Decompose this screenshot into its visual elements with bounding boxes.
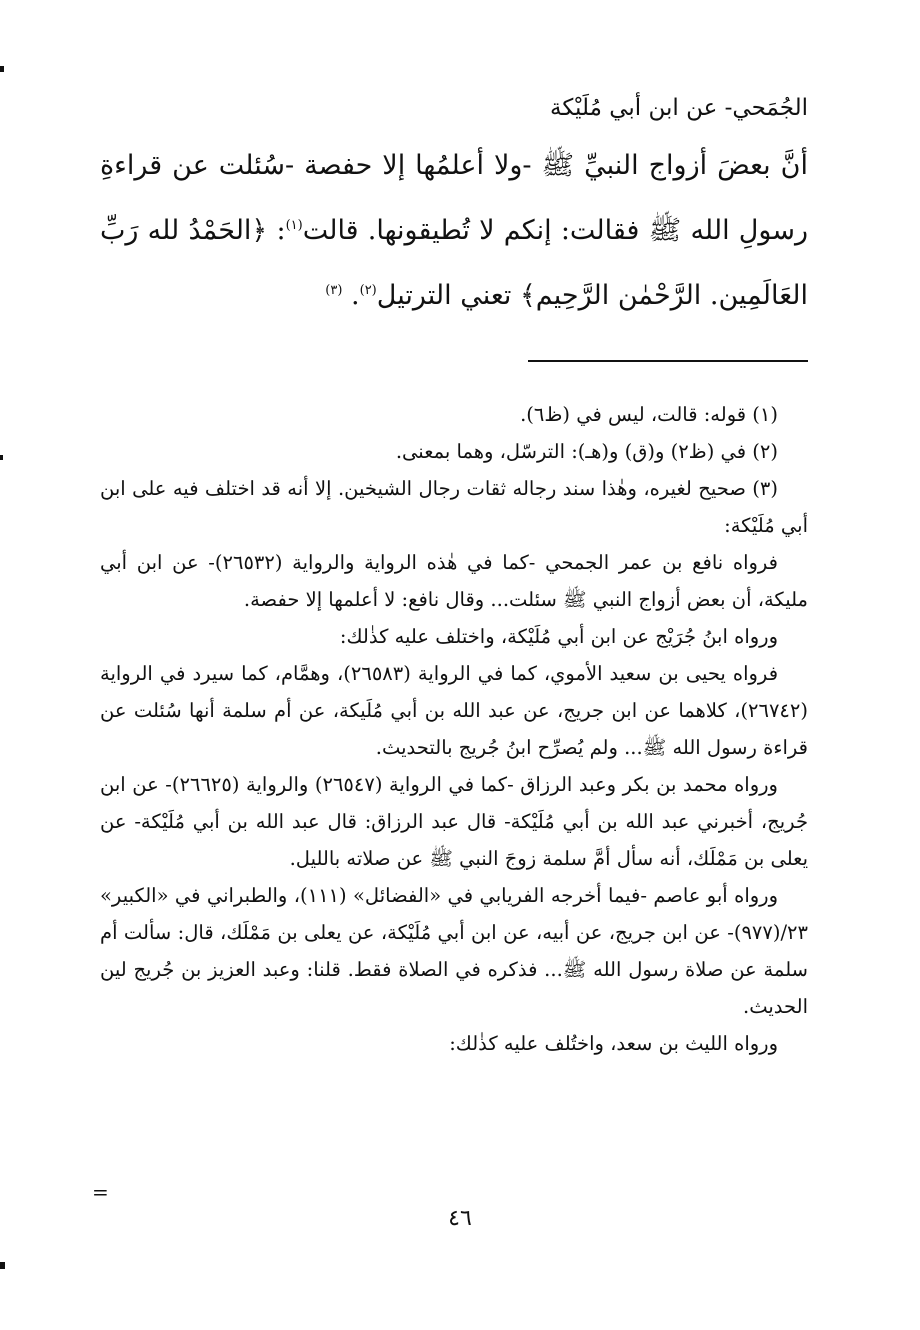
- hadith-line-1: أنَّ بعضَ أزواج النبيِّ ﷺ -ولا أعلمُها إلا حفصة -سُئلت عن: [172, 150, 808, 181]
- footnote-3-paragraph-2: ورواه ابنُ جُرَيْج عن ابن أبي مُلَيْكة، واختلف عليه كذٰلك:: [339, 625, 778, 648]
- page-number: ٤٦: [448, 1206, 472, 1231]
- footnote-ref-3: (٣): [325, 283, 343, 298]
- footnote-ref-2: (٢): [359, 283, 377, 298]
- footnote-3-paragraph-3: فرواه يحيى بن سعيد الأموي، كما في الرواية (٢٦٥٨٣)، وهمَّام، كما سيرد في الرواية (٢٦٧٤٢)، كلاهما عن ابن جريج، عن عبد الله بن أبي مُلَيكة، عن أم سلمة أنها سُئلت عن قراءة رسول الله ﷺ... ولم يُصرِّح ابنُ جُريج بالتحديث.: [100, 662, 808, 759]
- hadith-line-2a: قراءةِ رسولِ الله ﷺ فقالت: إنكم لا تُطيقونها. قالت: [100, 150, 809, 246]
- hadith-line-2b: :: [276, 215, 286, 246]
- scan-dot-mark: [0, 66, 4, 72]
- hadith-line-3a: ﴿الحَمْدُ لله رَبِّ العَالَمِين. الرَّحْمٰن الرَّحِيم﴾ تعني الترتيل: [100, 215, 808, 311]
- footnote-separator-row: [100, 326, 808, 396]
- footnote-3-paragraph-5: ورواه أبو عاصم -فيما أخرجه الفريابي في «الفضائل» (١١١)، والطبراني في «الكبير» ٢٣/(٩٧٧)- عن ابن جريج، عن أبيه، عن ابن أبي مُلَيْكة، عن يعلى بن مَمْلَك، قال: سألت أم سلمة عن صلاة رسول الله ﷺ... فذكره في الصلاة فقط. قلنا: وعبد العزيز بن جُريج لين الحديث.: [100, 884, 808, 1018]
- footnote-ref-1: (١): [285, 218, 303, 233]
- page-body: [100, 88, 808, 1062]
- footnote-1: (١) قوله: قالت، ليس في (ظ٦).: [520, 403, 778, 426]
- scan-dot-mark: [0, 1262, 5, 1269]
- continuation-mark: =: [92, 1180, 109, 1204]
- chain-heading: الجُمَحي- عن ابن أبي مُلَيْكة: [550, 95, 808, 121]
- scan-dot-mark: [0, 455, 3, 460]
- hadith-text: [100, 136, 808, 326]
- footnote-3-paragraph-6: ورواه الليث بن سعد، واختُلف عليه كذٰلك:: [449, 1032, 778, 1055]
- footnote-3-paragraph-4: ورواه محمد بن بكر وعبد الرزاق -كما في الرواية (٢٦٥٤٧) والرواية (٢٦٦٢٥)- عن ابن جُريج، أخبرني عبد الله بن أبي مُلَيْكة- قال عبد الرزاق: قال عبد الله بن أبي مُلَيْكة- عن يعلى بن مَمْلَك، أنه سأل أمَّ سلمة زوجَ النبي ﷺ عن صلاته بالليل.: [100, 773, 808, 870]
- footnote-3-paragraph-1: فرواه نافع بن عمر الجمحي -كما في هٰذه الرواية والرواية (٢٦٥٣٢)- عن ابن أبي مليكة، أن بعض أزواج النبي ﷺ سئلت... وقال نافع: لا أعلمها إلا حفصة.: [100, 551, 808, 611]
- footnote-separator: [528, 360, 808, 362]
- hadith-line-3b: .: [351, 280, 360, 311]
- footnote-2: (٢) في (ظ٢) و(ق) و(هـ): الترسّل، وهما بمعنى.: [395, 440, 778, 463]
- footnote-3: (٣) صحيح لغيره، وهٰذا سند رجاله ثقات رجال الشيخين. إلا أنه قد اختلف فيه على ابن أبي مُلَيْكة:: [100, 477, 808, 537]
